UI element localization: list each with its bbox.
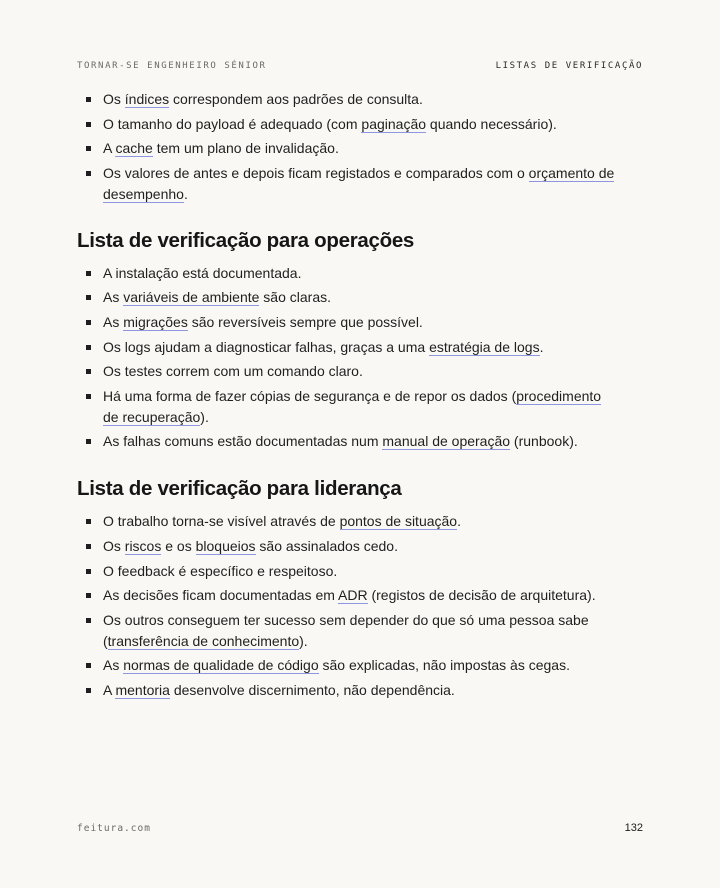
checklist-item: Os outros conseguem ter sucesso sem depender do que só uma pessoa sabe (transferência de conhecimento). xyxy=(77,610,617,652)
glossary-link[interactable]: ADR xyxy=(338,587,368,604)
checklist-item: As migrações são reversíveis sempre que possível. xyxy=(77,312,617,333)
leadership-heading: Lista de verificação para liderança xyxy=(77,477,402,501)
checklist-item: As normas de qualidade de código são explicadas, não impostas às cegas. xyxy=(77,655,617,676)
checklist-item: Os testes correm com um comando claro. xyxy=(77,361,617,382)
glossary-link[interactable]: mentoria xyxy=(115,681,170,698)
operations-checklist xyxy=(77,263,617,453)
glossary-link[interactable]: orçamento de desempenho xyxy=(103,164,615,202)
checklist-item: As falhas comuns estão documentadas num manual de operação (runbook). xyxy=(77,431,617,452)
glossary-link[interactable]: paginação xyxy=(361,115,427,132)
checklist-continued xyxy=(77,89,617,205)
glossary-link[interactable]: manual de operação xyxy=(382,433,511,450)
page-footer xyxy=(77,822,643,834)
checklist-item: As variáveis de ambiente são claras. xyxy=(77,287,617,308)
page-number: 132 xyxy=(624,822,643,834)
page-content xyxy=(77,89,617,705)
glossary-link[interactable]: variáveis de ambiente xyxy=(123,289,260,306)
checklist-item: A cache tem um plano de invalidação. xyxy=(77,138,617,159)
glossary-link[interactable]: cache xyxy=(115,140,153,157)
checklist-item: A mentoria desenvolve discernimento, não dependência. xyxy=(77,680,617,701)
checklist-item: Os índices correspondem aos padrões de consulta. xyxy=(77,89,617,110)
checklist-item: O tamanho do payload é adequado (com paginação quando necessário). xyxy=(77,114,617,135)
glossary-link[interactable]: riscos xyxy=(124,537,162,554)
running-header xyxy=(77,61,643,71)
glossary-link[interactable]: migrações xyxy=(123,313,188,330)
checklist-item: As decisões ficam documentadas em ADR (registos de decisão de arquitetura). xyxy=(77,585,617,606)
checklist-item: A instalação está documentada. xyxy=(77,263,617,284)
glossary-link[interactable]: estratégia de logs xyxy=(429,338,540,355)
chapter-title: LISTAS DE VERIFICAÇÃO xyxy=(495,61,643,71)
checklist-item: O feedback é específico e respeitoso. xyxy=(77,561,617,582)
site-name: feitura.com xyxy=(77,823,151,834)
checklist-item: O trabalho torna-se visível através de pontos de situação. xyxy=(77,511,617,532)
checklist-item: Os valores de antes e depois ficam registados e comparados com o orçamento de desempenho. xyxy=(77,163,617,205)
glossary-link[interactable]: índices xyxy=(124,91,170,107)
operations-heading: Lista de verificação para operações xyxy=(77,228,415,252)
glossary-link[interactable]: transferência de conhecimento xyxy=(107,632,300,649)
checklist-item: Há uma forma de fazer cópias de segurança e de repor os dados (procedimento de recuperação). xyxy=(77,386,617,428)
checklist-item: Os riscos e os bloqueios são assinalados cedo. xyxy=(77,536,617,557)
glossary-link[interactable]: normas de qualidade de código xyxy=(123,657,319,674)
glossary-link[interactable]: pontos de situação xyxy=(339,513,458,530)
leadership-checklist xyxy=(77,511,617,701)
glossary-link[interactable]: procedimento de recuperação xyxy=(103,387,602,425)
book-title: TORNAR-SE ENGENHEIRO SÉNIOR xyxy=(77,61,267,71)
glossary-link[interactable]: bloqueios xyxy=(195,537,256,554)
checklist-item: Os logs ajudam a diagnosticar falhas, graças a uma estratégia de logs. xyxy=(77,337,617,358)
